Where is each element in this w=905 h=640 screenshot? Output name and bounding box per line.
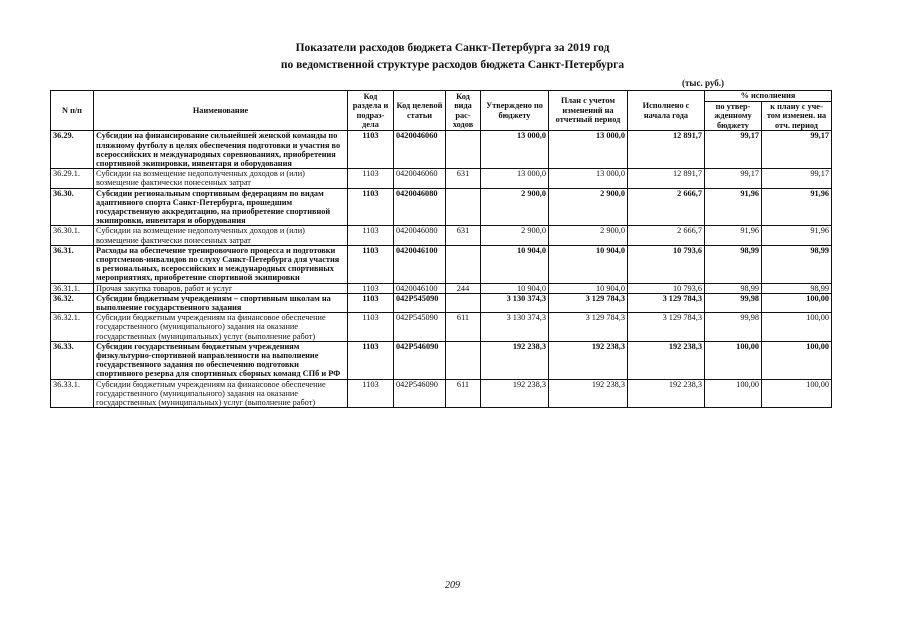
row-percent-approved: 100,00 xyxy=(705,379,762,408)
table-row xyxy=(51,169,832,188)
row-razdel-code: 1103 xyxy=(348,341,394,379)
row-percent-approved: 91,96 xyxy=(705,226,762,245)
header-approved: Утверждено по бюджету xyxy=(481,91,549,131)
row-percent-plan: 98,99 xyxy=(762,245,832,283)
row-execution: 192 238,3 xyxy=(628,341,705,379)
row-razdel-code: 1103 xyxy=(348,293,394,312)
row-number: 36.29. xyxy=(51,131,94,169)
row-razdel-code: 1103 xyxy=(348,313,394,342)
row-name: Субсидии бюджетным учреждениям – спортивным школам на выполнение государственного задания xyxy=(94,293,348,312)
row-approved: 10 904,0 xyxy=(481,245,549,283)
row-number: 36.33.1. xyxy=(51,379,94,408)
row-vid-code xyxy=(446,341,481,379)
row-tselevoy-code: 0420046100 xyxy=(394,245,446,283)
row-vid-code xyxy=(446,188,481,226)
row-approved: 3 130 374,3 xyxy=(481,313,549,342)
row-percent-plan: 91,96 xyxy=(762,226,832,245)
table-row xyxy=(51,188,832,226)
page-number: 209 xyxy=(445,580,460,591)
budget-table xyxy=(50,90,832,408)
row-razdel-code: 1103 xyxy=(348,379,394,408)
row-name: Субсидии бюджетным учреждениям на финансовое обеспечение государственного (муниципального) задания на оказание государственных (муниципальных) услуг (выполнение работ) xyxy=(94,313,348,342)
header-num: N п/п xyxy=(51,91,94,131)
row-razdel-code: 1103 xyxy=(348,188,394,226)
row-number: 36.33. xyxy=(51,341,94,379)
row-approved: 192 238,3 xyxy=(481,341,549,379)
row-approved: 13 000,0 xyxy=(481,169,549,188)
row-plan: 2 900,0 xyxy=(549,226,628,245)
row-razdel-code: 1103 xyxy=(348,226,394,245)
row-execution: 2 666,7 xyxy=(628,226,705,245)
row-execution: 3 129 784,3 xyxy=(628,313,705,342)
row-tselevoy-code: 042Р546090 xyxy=(394,379,446,408)
row-number: 36.32. xyxy=(51,293,94,312)
row-tselevoy-code: 0420046080 xyxy=(394,226,446,245)
row-vid-code: 611 xyxy=(446,379,481,408)
row-percent-plan: 99,17 xyxy=(762,169,832,188)
row-approved: 13 000,0 xyxy=(481,131,549,169)
row-tselevoy-code: 042Р545090 xyxy=(394,313,446,342)
row-plan: 3 129 784,3 xyxy=(549,293,628,312)
row-execution: 2 666,7 xyxy=(628,188,705,226)
row-vid-code xyxy=(446,131,481,169)
header-vid: Код вида рас-ходов xyxy=(446,91,481,131)
table-row xyxy=(51,379,832,408)
row-vid-code xyxy=(446,245,481,283)
row-plan: 10 904,0 xyxy=(549,245,628,283)
row-percent-approved: 99,17 xyxy=(705,169,762,188)
row-name: Субсидии государственным бюджетным учреждениям физкультурно-спортивной направленности на выполнение государственного задания по обеспечению подготовки спортивного резерва для спортивных сборных команд СПб и РФ xyxy=(94,341,348,379)
row-vid-code: 631 xyxy=(446,226,481,245)
row-plan: 10 904,0 xyxy=(549,283,628,293)
row-name: Субсидии на возмещение недополученных доходов и (или) возмещение фактически понесенных затрат xyxy=(94,169,348,188)
row-percent-plan: 99,17 xyxy=(762,131,832,169)
row-razdel-code: 1103 xyxy=(348,169,394,188)
row-percent-approved: 99,98 xyxy=(705,313,762,342)
row-name: Расходы на обеспечение тренировочного процесса и подготовки спортсменов-инвалидов по слуху Санкт-Петербурга для участия в региональных, всероссийских и международных спортивных мероприятиях, приобретение спортивной экипировки xyxy=(94,245,348,283)
row-percent-approved: 100,00 xyxy=(705,341,762,379)
units-label: (тыс. руб.) xyxy=(682,78,724,88)
row-plan: 13 000,0 xyxy=(549,131,628,169)
header-percent-plan: к плану с уче-том изменен. на отч. период xyxy=(762,101,832,131)
header-percent-approved: по утвер-жденному бюджету xyxy=(705,101,762,131)
row-razdel-code: 1103 xyxy=(348,283,394,293)
row-approved: 2 900,0 xyxy=(481,226,549,245)
row-number: 36.32.1. xyxy=(51,313,94,342)
row-execution: 3 129 784,3 xyxy=(628,293,705,312)
row-approved: 10 904,0 xyxy=(481,283,549,293)
row-vid-code: 631 xyxy=(446,169,481,188)
row-plan: 2 900,0 xyxy=(549,188,628,226)
row-percent-plan: 98,99 xyxy=(762,283,832,293)
row-name: Субсидии на возмещение недополученных доходов и (или) возмещение фактически понесенных затрат xyxy=(94,226,348,245)
header-plan: План с учетом изменений на отчетный период xyxy=(549,91,628,131)
row-plan: 192 238,3 xyxy=(549,379,628,408)
row-number: 36.31. xyxy=(51,245,94,283)
row-number: 36.30. xyxy=(51,188,94,226)
row-approved: 192 238,3 xyxy=(481,379,549,408)
row-tselevoy-code: 0420046100 xyxy=(394,283,446,293)
row-name: Прочая закупка товаров, работ и услуг xyxy=(94,283,348,293)
table-row xyxy=(51,131,832,169)
row-tselevoy-code: 0420046060 xyxy=(394,169,446,188)
row-percent-approved: 98,99 xyxy=(705,283,762,293)
row-tselevoy-code: 042Р546090 xyxy=(394,341,446,379)
row-percent-plan: 100,00 xyxy=(762,313,832,342)
row-razdel-code: 1103 xyxy=(348,131,394,169)
row-percent-approved: 91,96 xyxy=(705,188,762,226)
row-percent-approved: 99,17 xyxy=(705,131,762,169)
table-row xyxy=(51,245,832,283)
row-percent-plan: 100,00 xyxy=(762,293,832,312)
row-percent-plan: 100,00 xyxy=(762,341,832,379)
row-percent-approved: 99,98 xyxy=(705,293,762,312)
row-plan: 192 238,3 xyxy=(549,341,628,379)
row-plan: 13 000,0 xyxy=(549,169,628,188)
page-title-line-2: по ведомственной структуре расходов бюджета Санкт-Петербурга xyxy=(280,59,625,71)
row-name: Субсидии на финансирование сильнейшей женской команды по пляжному футболу в целях обеспечения подготовки и участия во всероссийских и международных соревнованиях, приобретения спортивной экипировки, инвентаря и оборудования xyxy=(94,131,348,169)
row-number: 36.30.1. xyxy=(51,226,94,245)
row-tselevoy-code: 042Р545090 xyxy=(394,293,446,312)
row-execution: 12 891,7 xyxy=(628,169,705,188)
row-approved: 2 900,0 xyxy=(481,188,549,226)
row-percent-approved: 98,99 xyxy=(705,245,762,283)
table-row xyxy=(51,341,832,379)
row-percent-plan: 91,96 xyxy=(762,188,832,226)
page-title-line-1: Показатели расходов бюджета Санкт-Петербурга за 2019 год xyxy=(295,42,610,54)
row-execution: 10 793,6 xyxy=(628,283,705,293)
header-percent-group: % исполнения xyxy=(705,91,832,102)
table-row xyxy=(51,293,832,312)
row-tselevoy-code: 0420046080 xyxy=(394,188,446,226)
row-execution: 12 891,7 xyxy=(628,131,705,169)
row-vid-code xyxy=(446,293,481,312)
row-execution: 192 238,3 xyxy=(628,379,705,408)
row-execution: 10 793,6 xyxy=(628,245,705,283)
row-vid-code: 611 xyxy=(446,313,481,342)
header-execution: Исполнено с начала года xyxy=(628,91,705,131)
row-name: Субсидии бюджетным учреждениям на финансовое обеспечение государственного (муниципального) задания на оказание государственных (муниципальных) услуг (выполнение работ) xyxy=(94,379,348,408)
row-number: 36.31.1. xyxy=(51,283,94,293)
table-row xyxy=(51,226,832,245)
table-row xyxy=(51,313,832,342)
table-row xyxy=(51,283,832,293)
header-name: Наименование xyxy=(94,91,348,131)
header-tselevoy: Код целевой статьи xyxy=(394,91,446,131)
row-number: 36.29.1. xyxy=(51,169,94,188)
row-approved: 3 130 374,3 xyxy=(481,293,549,312)
row-plan: 3 129 784,3 xyxy=(549,313,628,342)
header-razdel: Код раздела и подраз-дела xyxy=(348,91,394,131)
row-vid-code: 244 xyxy=(446,283,481,293)
row-percent-plan: 100,00 xyxy=(762,379,832,408)
row-tselevoy-code: 0420046060 xyxy=(394,131,446,169)
row-razdel-code: 1103 xyxy=(348,245,394,283)
row-name: Субсидии региональным спортивным федерациям по видам адаптивного спорта Санкт-Петербурга, прошедшим государственную аккредитацию, на приобретение спортивной экипировки, инвентаря и оборудования xyxy=(94,188,348,226)
